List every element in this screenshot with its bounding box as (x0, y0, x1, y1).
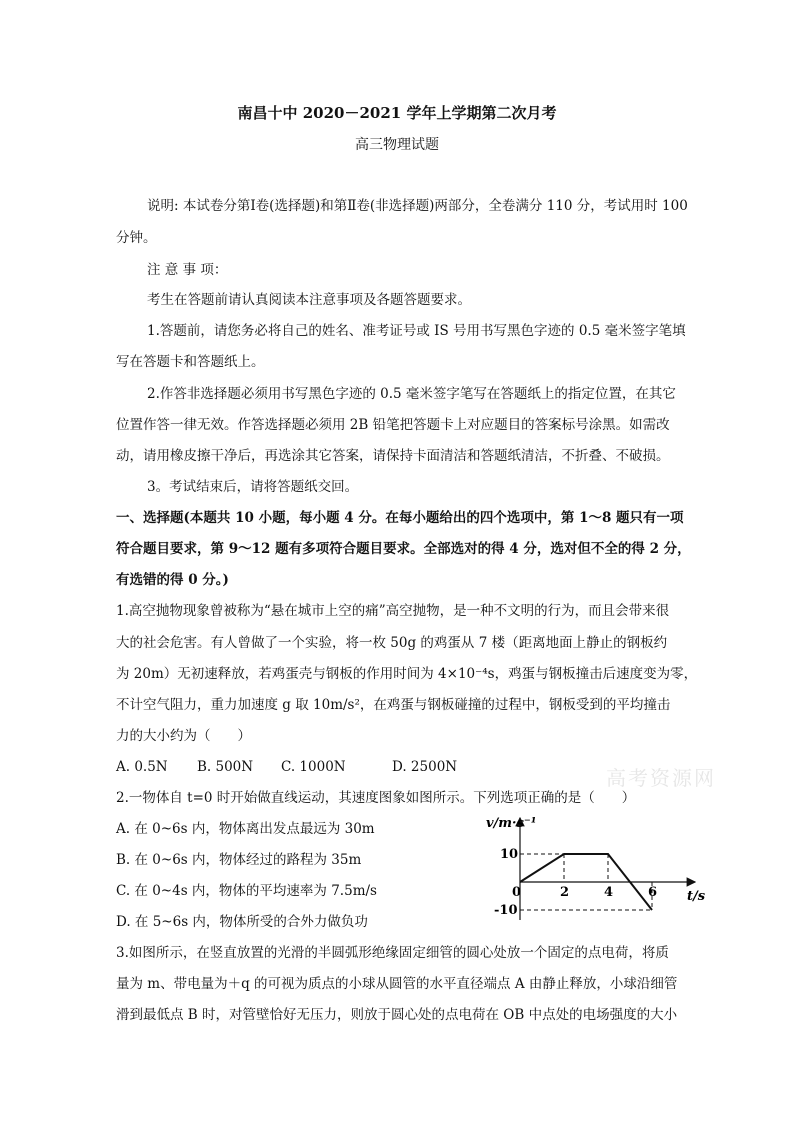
x-tick-label: 6 (648, 885, 658, 900)
section-heading: 有选错的得 0 分。) (116, 572, 229, 588)
instruction-line: 分钟。 (116, 230, 157, 246)
watermark: 高考资源网 (606, 766, 716, 790)
section-heading: 符合题目要求，第 9～12 题有多项符合题目要求。全部选对的得 4 分，选对但不全的得 2 分， (116, 541, 691, 557)
rule-line: 3。考试结束后，请将答题纸交回。 (147, 479, 359, 495)
question-text: 大的社会危害。有人曾做了一个实验，将一枚 50g 的鸡蛋从 7 楼（距离地面上静止的钢板约 (116, 635, 668, 651)
instruction-line: 考生在答题前请认真阅读本注意事项及各题答题要求。 (147, 292, 471, 308)
question-text: 量为 m、带电量为＋q 的可视为质点的小球从圆管的水平直径端点 A 由静止释放，小球沿细管 (116, 976, 678, 992)
option-b: B. 500N (197, 759, 254, 775)
question-text: 3.如图所示，在竖直放置的光滑的半圆弧形绝缘固定细管的圆心处放一个固定的点电荷，将质 (116, 945, 669, 961)
y-axis-label: v/m·s⁻¹ (486, 816, 537, 831)
origin-label: 0 (512, 885, 522, 900)
question-text: 力的大小约为（ ） (116, 728, 251, 744)
x-axis-label: t/s (687, 889, 706, 904)
exam-subtitle: 高三物理试题 (355, 137, 439, 153)
option-a: A. 0.5N (116, 759, 168, 775)
rule-line: 动，请用橡皮擦干净后，再选涂其它答案，请保持卡面清洁和答题纸清洁，不折叠、不破损。 (116, 448, 670, 464)
rule-line: 位置作答一律无效。作答选择题必须用 2B 铅笔把答题卡上对应题目的答案标号涂黑。如需改 (116, 417, 670, 433)
x-tick-label: 4 (604, 885, 614, 900)
question-text: 2.一物体自 t=0 时开始做直线运动，其速度图象如图所示。下列选项正确的是（ ） (116, 790, 636, 806)
rule-line: 2.作答非选择题必须用书写黑色字迹的 0.5 毫米签字笔写在答题纸上的指定位置，在其它 (147, 386, 676, 402)
section-heading: 一、选择题(本题共 10 小题，每小题 4 分。在每小题给出的四个选项中，第 1～8 题只有一项 (116, 510, 684, 526)
velocity-time-graph (480, 812, 720, 926)
instruction-line: 说明: 本试卷分第Ⅰ卷(选择题)和第Ⅱ卷(非选择题)两部分，全卷满分 110 分，考试用时 100 (147, 198, 688, 214)
rule-line: 写在答题卡和答题纸上。 (116, 354, 265, 370)
question-text: 不计空气阻力，重力加速度 g 取 10m/s²，在鸡蛋与钢板碰撞的过程中，钢板受到的平均撞击 (116, 697, 671, 713)
y-tick-label: 10 (500, 847, 519, 862)
question-text: 1.高空抛物现象曾被称为“悬在城市上空的痛”高空抛物，是一种不文明的行为，而且会带来很 (116, 603, 670, 619)
rule-line: 1.答题前，请您务必将自己的姓名、准考证号或 IS 号用书写黑色字迹的 0.5 毫米签字笔填 (147, 323, 686, 339)
y-tick-label: -10 (494, 903, 518, 918)
option-d: D. 在 5~6s 内，物体所受的合外力做负功 (116, 914, 368, 930)
option-b: B. 在 0~6s 内，物体经过的路程为 35m (116, 852, 362, 868)
x-tick-label: 2 (560, 885, 570, 900)
question-text: 滑到最低点 B 时，对管壁恰好无压力，则放于圆心处的点电荷在 OB 中点处的电场强度的大小 (116, 1007, 678, 1023)
option-c: C. 1000N (281, 759, 346, 775)
option-c: C. 在 0~4s 内，物体的平均速率为 7.5m/s (116, 883, 377, 899)
option-d: D. 2500N (392, 759, 458, 775)
attention-heading: 注 意 事 项： (147, 262, 228, 278)
question-text: 为 20m）无初速释放，若鸡蛋壳与钢板的作用时间为 4×10⁻⁴s，鸡蛋与钢板撞击后速度变为零， (116, 666, 698, 682)
exam-title: 南昌十中 2020－2021 学年上学期第二次月考 (237, 104, 557, 122)
option-a: A. 在 0~6s 内，物体离出发点最远为 30m (116, 821, 375, 837)
